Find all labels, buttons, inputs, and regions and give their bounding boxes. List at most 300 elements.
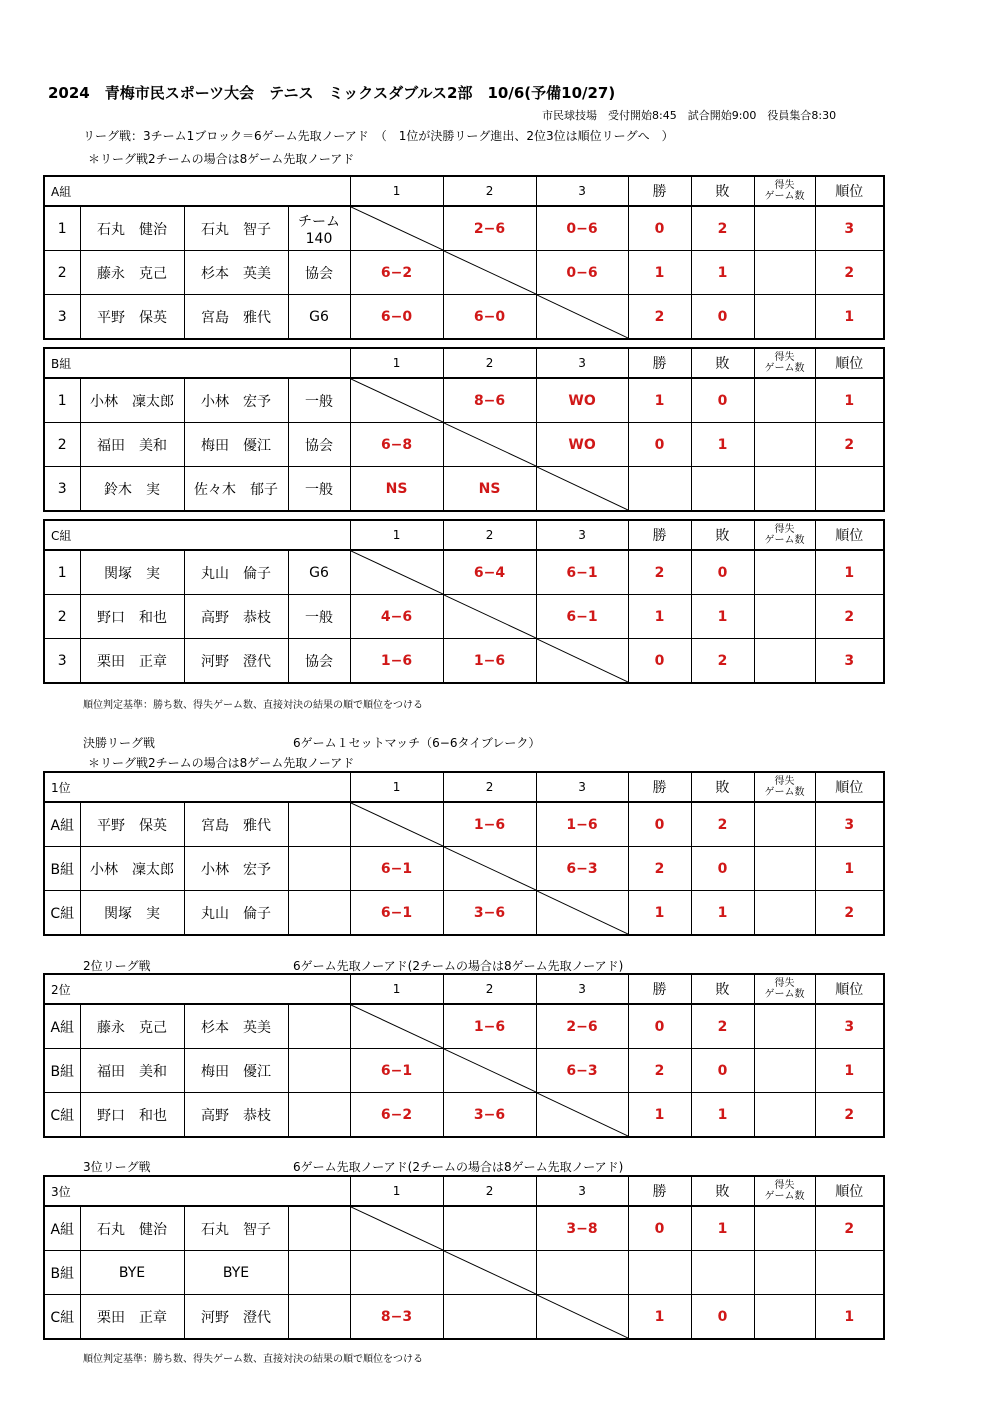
diagonal-line xyxy=(351,551,443,594)
match-score xyxy=(536,1251,628,1295)
rank: 3 xyxy=(815,802,884,847)
club-name xyxy=(288,802,350,847)
match-score: 6−3 xyxy=(536,847,628,891)
diagonal-cell xyxy=(350,378,443,423)
table-label: A組 xyxy=(44,176,350,206)
final-league-format: 6ゲーム１セットマッチ（6−6タイブレーク） xyxy=(293,736,541,750)
player-1-name: 福田 美和 xyxy=(80,423,184,467)
diagonal-cell xyxy=(350,802,443,847)
team-number: 2 xyxy=(44,251,80,295)
rank: 2 xyxy=(815,1206,884,1251)
col-header-rank: 順位 xyxy=(815,348,884,378)
group-a-table xyxy=(43,175,885,340)
group-b-table xyxy=(43,347,885,512)
diagonal-line xyxy=(444,1251,536,1294)
match-score: WO xyxy=(536,378,628,423)
second-league-heading: 2位リーグ戦 xyxy=(83,959,151,973)
table-label: 3位 xyxy=(44,1176,350,1206)
match-score: WO xyxy=(536,423,628,467)
third-league-table xyxy=(43,1175,885,1340)
team-row xyxy=(44,891,884,936)
team-row xyxy=(44,802,884,847)
diagonal-cell xyxy=(443,1049,536,1093)
rank: 1 xyxy=(815,1295,884,1340)
diagonal-line xyxy=(351,1005,443,1048)
diagonal-line xyxy=(537,295,628,338)
player-1-name: 関塚 実 xyxy=(80,550,184,595)
player-2-name: 石丸 智子 xyxy=(184,1206,288,1251)
col-header-lose: 敗 xyxy=(691,772,754,802)
rank: 3 xyxy=(815,206,884,251)
diagonal-cell xyxy=(443,595,536,639)
club-name: 一般 xyxy=(288,595,350,639)
club-name xyxy=(288,1004,350,1049)
club-name: 一般 xyxy=(288,378,350,423)
col-header-2: 2 xyxy=(443,974,536,1004)
diagonal-cell xyxy=(536,1093,628,1138)
team-number: A組 xyxy=(44,1206,80,1251)
team-row xyxy=(44,1251,884,1295)
wins: 1 xyxy=(628,595,691,639)
wins: 0 xyxy=(628,639,691,684)
player-2-name: 河野 澄代 xyxy=(184,639,288,684)
table-label: C組 xyxy=(44,520,350,550)
game-diff xyxy=(754,802,815,847)
rank: 1 xyxy=(815,295,884,340)
col-header-games: 得失 ゲーム数 xyxy=(754,1176,815,1206)
club-name xyxy=(288,891,350,936)
player-2-name: 梅田 優江 xyxy=(184,423,288,467)
match-score: 6−0 xyxy=(443,295,536,340)
player-2-name: 小林 宏予 xyxy=(184,847,288,891)
wins: 2 xyxy=(628,1049,691,1093)
losses: 2 xyxy=(691,206,754,251)
col-header-games: 得失 ゲーム数 xyxy=(754,348,815,378)
ranking-criteria: 順位判定基準：勝ち数、得失ゲーム数、直接対決の結果の順で順位をつける xyxy=(83,700,423,711)
club-name: G6 xyxy=(288,295,350,340)
player-2-name: BYE xyxy=(184,1251,288,1295)
losses xyxy=(691,1251,754,1295)
team-number: 1 xyxy=(44,206,80,251)
second-league-table xyxy=(43,973,885,1138)
game-diff xyxy=(754,550,815,595)
player-1-name: 石丸 健治 xyxy=(80,206,184,251)
match-score: 1−6 xyxy=(443,802,536,847)
team-number: 3 xyxy=(44,639,80,684)
losses: 1 xyxy=(691,251,754,295)
col-header-2: 2 xyxy=(443,772,536,802)
match-score: NS xyxy=(443,467,536,512)
col-header-3: 3 xyxy=(536,176,628,206)
col-header-1: 1 xyxy=(350,348,443,378)
rank xyxy=(815,467,884,512)
col-header-rank: 順位 xyxy=(815,176,884,206)
game-diff xyxy=(754,423,815,467)
team-row xyxy=(44,1093,884,1138)
club-name xyxy=(288,1093,350,1138)
wins: 1 xyxy=(628,251,691,295)
wins xyxy=(628,467,691,512)
match-score: 1−6 xyxy=(443,1004,536,1049)
ranking-criteria-bottom: 順位判定基準：勝ち数、得失ゲーム数、直接対決の結果の順で順位をつける xyxy=(83,1354,423,1365)
wins: 0 xyxy=(628,1004,691,1049)
losses: 2 xyxy=(691,1004,754,1049)
col-header-2: 2 xyxy=(443,1176,536,1206)
rank: 2 xyxy=(815,595,884,639)
col-header-3: 3 xyxy=(536,974,628,1004)
table-label: 1位 xyxy=(44,772,350,802)
team-number: 2 xyxy=(44,423,80,467)
team-number: 3 xyxy=(44,295,80,340)
team-row xyxy=(44,639,884,684)
diagonal-cell xyxy=(350,550,443,595)
player-1-name: 野口 和也 xyxy=(80,1093,184,1138)
game-diff xyxy=(754,251,815,295)
col-header-lose: 敗 xyxy=(691,1176,754,1206)
player-2-name: 杉本 英美 xyxy=(184,1004,288,1049)
group-c-table xyxy=(43,519,885,684)
rank: 2 xyxy=(815,423,884,467)
player-1-name: 平野 保英 xyxy=(80,802,184,847)
player-1-name: 小林 凜太郎 xyxy=(80,378,184,423)
col-header-1: 1 xyxy=(350,520,443,550)
team-row xyxy=(44,1049,884,1093)
diagonal-cell xyxy=(536,295,628,340)
team-row xyxy=(44,550,884,595)
wins: 0 xyxy=(628,802,691,847)
player-2-name: 高野 恭枝 xyxy=(184,1093,288,1138)
third-league-heading: 3位リーグ戦 xyxy=(83,1160,151,1174)
team-row xyxy=(44,206,884,251)
match-score: 3−6 xyxy=(443,1093,536,1138)
game-diff xyxy=(754,891,815,936)
club-name: チーム140 xyxy=(288,206,350,251)
club-name: G6 xyxy=(288,550,350,595)
col-header-rank: 順位 xyxy=(815,974,884,1004)
losses: 2 xyxy=(691,639,754,684)
col-header-lose: 敗 xyxy=(691,974,754,1004)
player-1-name: BYE xyxy=(80,1251,184,1295)
losses: 1 xyxy=(691,891,754,936)
match-score: 1−6 xyxy=(350,639,443,684)
diagonal-line xyxy=(351,207,443,250)
table-label: B組 xyxy=(44,348,350,378)
club-name: 協会 xyxy=(288,639,350,684)
player-2-name: 梅田 優江 xyxy=(184,1049,288,1093)
diagonal-cell xyxy=(536,1295,628,1340)
rank xyxy=(815,1251,884,1295)
team-row xyxy=(44,295,884,340)
rank: 1 xyxy=(815,550,884,595)
team-number: 3 xyxy=(44,467,80,512)
col-header-3: 3 xyxy=(536,520,628,550)
table-label: 2位 xyxy=(44,974,350,1004)
rank: 2 xyxy=(815,891,884,936)
diagonal-line xyxy=(537,891,628,934)
match-score: 6−1 xyxy=(350,1049,443,1093)
match-score: 6−2 xyxy=(350,251,443,295)
team-number: C組 xyxy=(44,1093,80,1138)
diagonal-line xyxy=(537,1295,628,1338)
wins: 0 xyxy=(628,1206,691,1251)
diagonal-line xyxy=(537,639,628,682)
team-number: 2 xyxy=(44,595,80,639)
diagonal-line xyxy=(351,1207,443,1250)
col-header-1: 1 xyxy=(350,974,443,1004)
col-header-games: 得失 ゲーム数 xyxy=(754,176,815,206)
losses: 0 xyxy=(691,550,754,595)
game-diff xyxy=(754,467,815,512)
team-number: A組 xyxy=(44,1004,80,1049)
player-1-name: 藤永 克己 xyxy=(80,251,184,295)
match-score: 8−6 xyxy=(443,378,536,423)
game-diff xyxy=(754,639,815,684)
player-2-name: 丸山 倫子 xyxy=(184,891,288,936)
diagonal-cell xyxy=(536,639,628,684)
match-score xyxy=(443,1295,536,1340)
player-2-name: 河野 澄代 xyxy=(184,1295,288,1340)
player-1-name: 野口 和也 xyxy=(80,595,184,639)
rank: 2 xyxy=(815,1093,884,1138)
player-2-name: 石丸 智子 xyxy=(184,206,288,251)
club-name: 協会 xyxy=(288,423,350,467)
col-header-3: 3 xyxy=(536,1176,628,1206)
match-score: 1−6 xyxy=(536,802,628,847)
rank: 1 xyxy=(815,378,884,423)
col-header-games: 得失 ゲーム数 xyxy=(754,772,815,802)
col-header-win: 勝 xyxy=(628,974,691,1004)
losses: 1 xyxy=(691,595,754,639)
club-name xyxy=(288,1295,350,1340)
col-header-3: 3 xyxy=(536,348,628,378)
team-number: C組 xyxy=(44,891,80,936)
losses: 2 xyxy=(691,802,754,847)
match-score: 3−8 xyxy=(536,1206,628,1251)
diagonal-cell xyxy=(350,1004,443,1049)
col-header-2: 2 xyxy=(443,176,536,206)
match-score: 1−6 xyxy=(443,639,536,684)
col-header-lose: 敗 xyxy=(691,176,754,206)
col-header-rank: 順位 xyxy=(815,772,884,802)
team-number: C組 xyxy=(44,1295,80,1340)
player-2-name: 宮島 雅代 xyxy=(184,802,288,847)
player-1-name: 鈴木 実 xyxy=(80,467,184,512)
player-1-name: 平野 保英 xyxy=(80,295,184,340)
match-score: 2−6 xyxy=(443,206,536,251)
team-number: A組 xyxy=(44,802,80,847)
second-league-format: 6ゲーム先取ノーアド(2チームの場合は8ゲーム先取ノーアド) xyxy=(293,959,624,973)
team-row xyxy=(44,1206,884,1251)
diagonal-cell xyxy=(443,1251,536,1295)
player-1-name: 栗田 正章 xyxy=(80,1295,184,1340)
rank: 1 xyxy=(815,847,884,891)
col-header-rank: 順位 xyxy=(815,520,884,550)
col-header-1: 1 xyxy=(350,772,443,802)
match-score: 6−0 xyxy=(350,295,443,340)
col-header-win: 勝 xyxy=(628,1176,691,1206)
league-rule: リーグ戦：3チーム1ブロック＝6ゲーム先取ノーアド （ 1位が決勝リーグ進出、2位3位は順位リーグへ ） xyxy=(83,129,674,143)
rank: 3 xyxy=(815,1004,884,1049)
team-number: B組 xyxy=(44,1049,80,1093)
final-league-heading: 決勝リーグ戦 xyxy=(83,736,156,750)
game-diff xyxy=(754,595,815,639)
game-diff xyxy=(754,1251,815,1295)
col-header-2: 2 xyxy=(443,520,536,550)
final-league-table xyxy=(43,771,885,936)
losses: 1 xyxy=(691,1206,754,1251)
wins xyxy=(628,1251,691,1295)
diagonal-cell xyxy=(536,467,628,512)
team-row xyxy=(44,467,884,512)
rank: 1 xyxy=(815,1049,884,1093)
match-score: 0−6 xyxy=(536,206,628,251)
match-score: 8−3 xyxy=(350,1295,443,1340)
diagonal-cell xyxy=(443,423,536,467)
team-number: B組 xyxy=(44,1251,80,1295)
game-diff xyxy=(754,847,815,891)
player-1-name: 関塚 実 xyxy=(80,891,184,936)
match-score: 6−1 xyxy=(536,595,628,639)
final-league-note: ＊リーグ戦2チームの場合は8ゲーム先取ノーアド xyxy=(88,756,355,770)
player-2-name: 宮島 雅代 xyxy=(184,295,288,340)
match-score xyxy=(443,1206,536,1251)
wins: 2 xyxy=(628,550,691,595)
wins: 1 xyxy=(628,378,691,423)
game-diff xyxy=(754,1206,815,1251)
player-2-name: 杉本 英美 xyxy=(184,251,288,295)
wins: 1 xyxy=(628,1093,691,1138)
club-name xyxy=(288,1049,350,1093)
game-diff xyxy=(754,206,815,251)
diagonal-line xyxy=(351,803,443,846)
game-diff xyxy=(754,378,815,423)
diagonal-line xyxy=(444,847,536,890)
league-rule-note: ＊リーグ戦2チームの場合は8ゲーム先取ノーアド xyxy=(88,152,355,166)
team-row xyxy=(44,1004,884,1049)
player-2-name: 丸山 倫子 xyxy=(184,550,288,595)
diagonal-line xyxy=(444,251,536,294)
player-1-name: 栗田 正章 xyxy=(80,639,184,684)
game-diff xyxy=(754,1049,815,1093)
diagonal-line xyxy=(537,467,628,510)
col-header-win: 勝 xyxy=(628,176,691,206)
rank: 2 xyxy=(815,251,884,295)
club-name xyxy=(288,847,350,891)
player-1-name: 藤永 克己 xyxy=(80,1004,184,1049)
match-score: 6−2 xyxy=(350,1093,443,1138)
match-score: 4−6 xyxy=(350,595,443,639)
col-header-games: 得失 ゲーム数 xyxy=(754,974,815,1004)
team-row xyxy=(44,847,884,891)
team-row xyxy=(44,251,884,295)
diagonal-line xyxy=(351,379,443,422)
col-header-1: 1 xyxy=(350,1176,443,1206)
venue-info: 市民球技場 受付開始8:45 試合開始9:00 役員集合8:30 xyxy=(542,109,837,122)
match-score: 6−4 xyxy=(443,550,536,595)
match-score: 0−6 xyxy=(536,251,628,295)
club-name: 一般 xyxy=(288,467,350,512)
wins: 1 xyxy=(628,1295,691,1340)
diagonal-cell xyxy=(350,1206,443,1251)
team-number: 1 xyxy=(44,378,80,423)
game-diff xyxy=(754,1004,815,1049)
col-header-2: 2 xyxy=(443,348,536,378)
team-row xyxy=(44,423,884,467)
diagonal-cell xyxy=(443,251,536,295)
col-header-rank: 順位 xyxy=(815,1176,884,1206)
diagonal-line xyxy=(444,423,536,466)
diagonal-line xyxy=(537,1093,628,1136)
game-diff xyxy=(754,1093,815,1138)
losses: 0 xyxy=(691,847,754,891)
game-diff xyxy=(754,1295,815,1340)
third-league-format: 6ゲーム先取ノーアド(2チームの場合は8ゲーム先取ノーアド) xyxy=(293,1160,624,1174)
match-score: 2−6 xyxy=(536,1004,628,1049)
col-header-win: 勝 xyxy=(628,772,691,802)
diagonal-line xyxy=(444,1049,536,1092)
diagonal-cell xyxy=(536,891,628,936)
losses: 0 xyxy=(691,295,754,340)
team-row xyxy=(44,595,884,639)
rank: 3 xyxy=(815,639,884,684)
losses: 1 xyxy=(691,423,754,467)
diagonal-line xyxy=(444,595,536,638)
col-header-lose: 敗 xyxy=(691,520,754,550)
team-number: B組 xyxy=(44,847,80,891)
match-score: 6−1 xyxy=(536,550,628,595)
player-1-name: 石丸 健治 xyxy=(80,1206,184,1251)
team-row xyxy=(44,1295,884,1340)
club-name: 協会 xyxy=(288,251,350,295)
losses: 0 xyxy=(691,1049,754,1093)
player-1-name: 福田 美和 xyxy=(80,1049,184,1093)
col-header-1: 1 xyxy=(350,176,443,206)
col-header-lose: 敗 xyxy=(691,348,754,378)
match-score: 6−8 xyxy=(350,423,443,467)
team-row xyxy=(44,378,884,423)
losses: 0 xyxy=(691,1295,754,1340)
wins: 0 xyxy=(628,423,691,467)
wins: 0 xyxy=(628,206,691,251)
game-diff xyxy=(754,295,815,340)
match-score: 6−1 xyxy=(350,891,443,936)
wins: 1 xyxy=(628,891,691,936)
player-2-name: 佐々木 郁子 xyxy=(184,467,288,512)
losses xyxy=(691,467,754,512)
col-header-win: 勝 xyxy=(628,520,691,550)
match-score xyxy=(350,1251,443,1295)
match-score: 6−1 xyxy=(350,847,443,891)
diagonal-cell xyxy=(350,206,443,251)
wins: 2 xyxy=(628,847,691,891)
losses: 0 xyxy=(691,378,754,423)
col-header-3: 3 xyxy=(536,772,628,802)
match-score: 3−6 xyxy=(443,891,536,936)
match-score: NS xyxy=(350,467,443,512)
player-1-name: 小林 凜太郎 xyxy=(80,847,184,891)
match-score: 6−3 xyxy=(536,1049,628,1093)
diagonal-cell xyxy=(443,847,536,891)
col-header-win: 勝 xyxy=(628,348,691,378)
losses: 1 xyxy=(691,1093,754,1138)
wins: 2 xyxy=(628,295,691,340)
page-title: 2024 青梅市民スポーツ大会 テニス ミックスダブルス2部 10/6(予備10/27) xyxy=(48,84,616,102)
team-number: 1 xyxy=(44,550,80,595)
player-2-name: 高野 恭枝 xyxy=(184,595,288,639)
player-2-name: 小林 宏予 xyxy=(184,378,288,423)
club-name xyxy=(288,1206,350,1251)
col-header-games: 得失 ゲーム数 xyxy=(754,520,815,550)
